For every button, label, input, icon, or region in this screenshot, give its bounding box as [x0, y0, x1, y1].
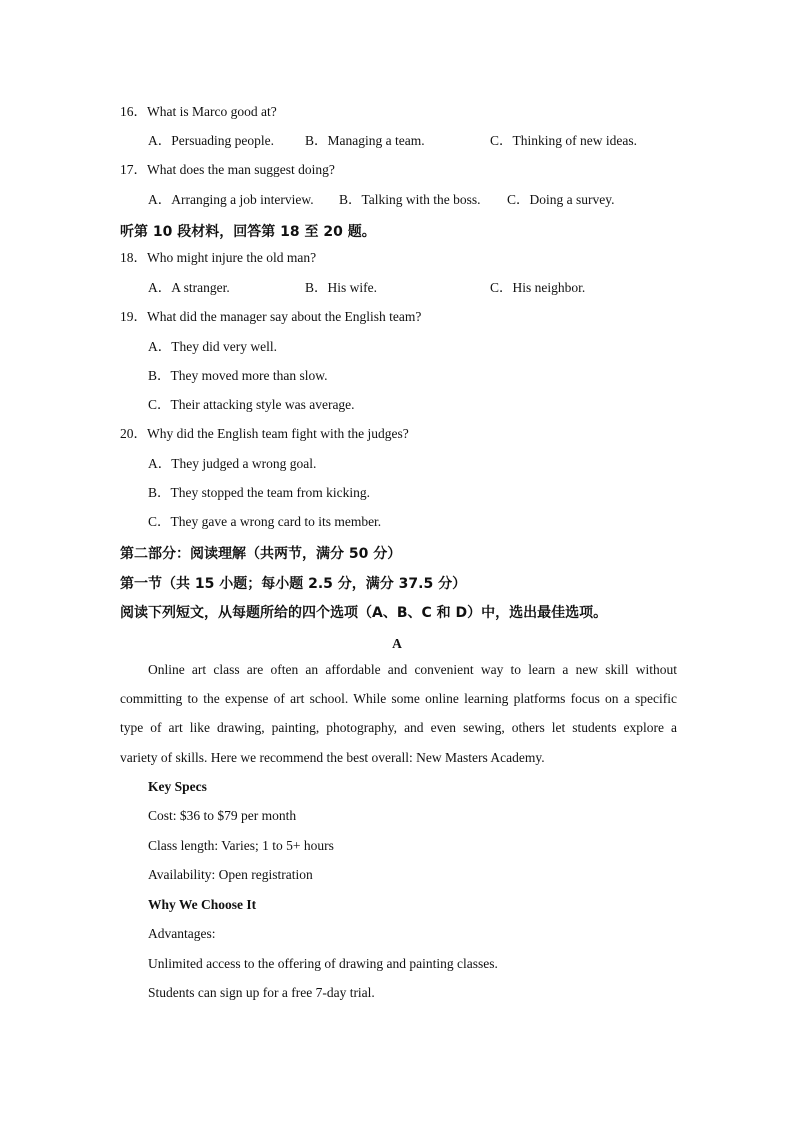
- q20-option-b: B．They stopped the team from kicking.: [148, 485, 370, 500]
- paragraph-line-4: variety of skills. Here we recommend the best overall: New Masters Academy.: [120, 750, 545, 765]
- why-title: Why We Choose It: [148, 897, 257, 912]
- q19-option-a: A．They did very well.: [148, 339, 277, 354]
- advantage-item: Students can sign up for a free 7-day trial.: [148, 985, 375, 1000]
- question-18: 18．Who might injure the old man?: [120, 250, 317, 265]
- section-10-heading: 听第 10 段材料，回答第 18 至 20 题。: [120, 224, 376, 240]
- advantages-label: Advantages:: [148, 926, 216, 941]
- q19-option-c: C．Their attacking style was average.: [148, 397, 355, 412]
- q16-option-b: B．Managing a team.: [305, 133, 425, 148]
- q20-option-a: A．They judged a wrong goal.: [148, 456, 317, 471]
- q18-option-b: B．His wife.: [305, 280, 377, 295]
- part-two-heading: 第二部分：阅读理解（共两节，满分 50 分）: [120, 546, 402, 562]
- q17-option-a: A．Arranging a job interview.: [148, 192, 314, 207]
- question-16: 16．What is Marco good at?: [120, 104, 277, 119]
- spec-cost: Cost: $36 to $79 per month: [148, 808, 297, 823]
- spec-availability: Availability: Open registration: [148, 867, 313, 882]
- q17-option-c: C．Doing a survey.: [507, 192, 615, 207]
- section-one-heading: 第一节（共 15 小题；每小题 2.5 分，满分 37.5 分）: [120, 576, 467, 592]
- q17-option-b: B．Talking with the boss.: [339, 192, 481, 207]
- reading-instruction: 阅读下列短文，从每题所给的四个选项（A、B、C 和 D）中，选出最佳选项。: [120, 605, 608, 621]
- passage-title: A: [392, 636, 402, 651]
- q18-option-c: C．His neighbor.: [490, 280, 586, 295]
- question-19: 19．What did the manager say about the English team?: [120, 309, 422, 324]
- paragraph-line-3: type of art like drawing, painting, photography, and even sewing, others let students explore a: [120, 720, 677, 735]
- q16-option-a: A．Persuading people.: [148, 133, 274, 148]
- paragraph-line-1: Online art class are often an affordable and convenient way to learn a new skill without: [148, 662, 677, 677]
- advantage-item: Unlimited access to the offering of drawing and painting classes.: [148, 956, 498, 971]
- spec-class-length: Class length: Varies; 1 to 5+ hours: [148, 838, 334, 853]
- paragraph-line-2: committing to the expense of art school. While some online learning platforms focus on a specific: [120, 691, 677, 706]
- q20-option-c: C．They gave a wrong card to its member.: [148, 514, 382, 529]
- question-17: 17．What does the man suggest doing?: [120, 162, 335, 177]
- question-20: 20．Why did the English team fight with the judges?: [120, 426, 409, 441]
- q19-option-b: B．They moved more than slow.: [148, 368, 328, 383]
- key-specs-title: Key Specs: [148, 779, 207, 794]
- q18-option-a: A．A stranger.: [148, 280, 230, 295]
- q16-option-c: C．Thinking of new ideas.: [490, 133, 637, 148]
